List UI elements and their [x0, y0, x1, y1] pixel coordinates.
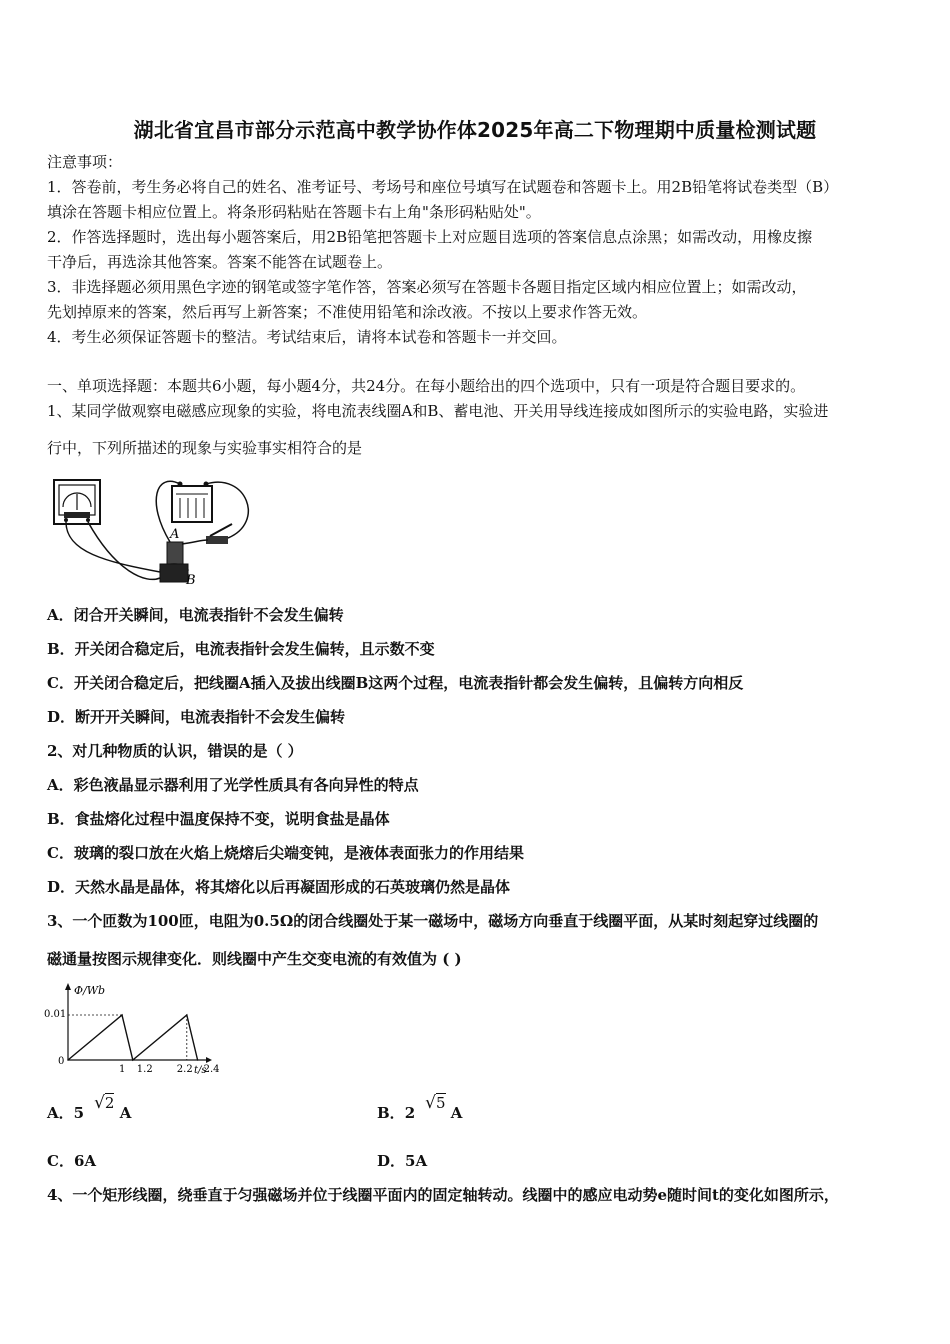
question-2-option-b[interactable]: B．食盐熔化过程中温度保持不变，说明食盐是晶体 [47, 810, 390, 828]
x-tick-label: 2.4 [203, 1064, 220, 1075]
unit: A [119, 1104, 132, 1122]
x-tick-label: 2.2 [176, 1064, 193, 1075]
question-1-option-a[interactable]: A．闭合开关瞬间，电流表指针不会发生偏转 [47, 606, 344, 624]
notice-line: 3．非选择题必须用黑色字迹的钢笔或签字笔作答，答案必须写在答题卡各题目指定区域内相应位置上；如需改动， [47, 278, 807, 296]
coil-a [167, 542, 183, 564]
question-1-stem: 行中，下列所描述的现象与实验事实相符合的是 [47, 439, 363, 457]
question-2-stem: 2、对几种物质的认识，错误的是（ ） [47, 742, 303, 760]
notice-line: 2．作答选择题时，选出每小题答案后，用2B铅笔把答题卡上对应题目选项的答案信息点涂黑；如需改动，用橡皮擦 [47, 228, 813, 246]
wire [88, 522, 160, 579]
question-1-option-c[interactable]: C．开关闭合稳定后，把线圈A插入及拔出线圈B这两个过程，电流表指针都会发生偏转，且偏转方向相反 [47, 674, 744, 692]
y-axis-arrow [65, 983, 71, 990]
galvanometer-base [64, 512, 90, 518]
data-point [67, 1059, 69, 1061]
sqrt-symbol: √5 [425, 1093, 446, 1113]
page-title: 湖北省宜昌市部分示范高中教学协作体2025年高二下物理期中质量检测试题 [133, 118, 817, 142]
terminal [86, 518, 90, 522]
battery [172, 486, 212, 522]
wire [66, 522, 160, 572]
question-1-stem: 1、某同学做观察电磁感应现象的实验，将电流表线圈A和B、蓄电池、开关用导线连接成如图所示的实验电路，实验进 [47, 402, 829, 420]
question-3-option-d[interactable]: D．5A [377, 1152, 428, 1170]
data-point [121, 1014, 123, 1016]
y-axis-label: Φ/Wb [74, 984, 106, 997]
notice-line: 先划掉原来的答案，然后再写上新答案；不准使用铅笔和涂改液。不按以上要求作答无效。 [47, 303, 648, 321]
question-2-option-a[interactable]: A．彩色液晶显示器利用了光学性质具有各向异性的特点 [47, 776, 419, 794]
notice-line: 1．答卷前，考生务必将自己的姓名、准考证号、考场号和座位号填写在试题卷和答题卡上。用2B铅笔将试卷类型（B） [47, 178, 839, 196]
notice-line: 干净后，再选涂其他答案。答案不能答在试题卷上。 [47, 253, 393, 271]
x-axis-arrow [206, 1057, 212, 1063]
switch [206, 536, 228, 544]
radicand: 5 [435, 1094, 446, 1112]
notice-heading: 注意事项： [47, 153, 123, 171]
x-tick-label: 1 [119, 1064, 126, 1075]
y-tick-label: 0 [58, 1056, 65, 1067]
question-4-stem: 4、一个矩形线圈，绕垂直于匀强磁场并位于线圈平面内的固定轴转动。线圈中的感应电动势e随时间t的变化如图所示， [47, 1186, 839, 1204]
question-2-option-c[interactable]: C．玻璃的裂口放在火焰上烧熔后尖端变钝，是液体表面张力的作用结果 [47, 844, 524, 862]
coefficient: 2 [404, 1104, 416, 1122]
question-1-option-d[interactable]: D．断开开关瞬间，电流表指针不会发生偏转 [47, 708, 346, 726]
coil-b [160, 564, 188, 582]
option-label: A． [47, 1104, 74, 1122]
flux-chart [44, 980, 220, 1076]
coil-b-label: B [186, 573, 196, 588]
notice-line: 4．考生必须保证答题卡的整洁。考试结束后，请将本试卷和答题卡一并交回。 [47, 328, 567, 346]
y-tick-label: 0.01 [44, 1009, 67, 1020]
question-2-option-d[interactable]: D．天然水晶是晶体，将其熔化以后再凝固形成的石英玻璃仍然是晶体 [47, 878, 511, 896]
coil-a-label: A [170, 527, 180, 542]
x-tick-label: 1.2 [136, 1064, 153, 1075]
data-point [197, 1059, 199, 1061]
terminal [64, 518, 68, 522]
question-3-stem: 3、一个匝数为100匝，电阻为0.5Ω的闭合线圈处于某一磁场中，磁场方向垂直于线圈平面，从某时刻起穿过线圈的 [47, 912, 819, 930]
wire [182, 540, 208, 544]
x-axis-label: t/s [194, 1065, 207, 1076]
question-3-option-b[interactable] [377, 1093, 463, 1123]
data-point [132, 1059, 134, 1061]
data-point [186, 1014, 188, 1016]
notice-line: 填涂在答题卡相应位置上。将条形码粘贴在答题卡右上角"条形码粘贴处"。 [47, 203, 541, 221]
option-label: B． [377, 1104, 405, 1122]
radicand: 2 [104, 1094, 115, 1112]
flux-series-line [68, 1015, 198, 1060]
question-3-option-c[interactable]: C．6A [47, 1152, 97, 1170]
question-3-option-a[interactable] [47, 1093, 132, 1123]
section-heading: 一、单项选择题：本题共6小题，每小题4分，共24分。在每小题给出的四个选项中，只有一项是符合题目要求的。 [47, 377, 806, 395]
question-1-option-b[interactable]: B．开关闭合稳定后，电流表指针会发生偏转，且示数不变 [47, 640, 435, 658]
sqrt-symbol: √2 [94, 1093, 115, 1113]
question-3-stem: 磁通量按图示规律变化．则线圈中产生交变电流的有效值为 ( ) [47, 950, 462, 968]
unit: A [450, 1104, 463, 1122]
coefficient: 5 [73, 1104, 85, 1122]
switch-lever [210, 524, 232, 536]
circuit-diagram [46, 472, 268, 590]
